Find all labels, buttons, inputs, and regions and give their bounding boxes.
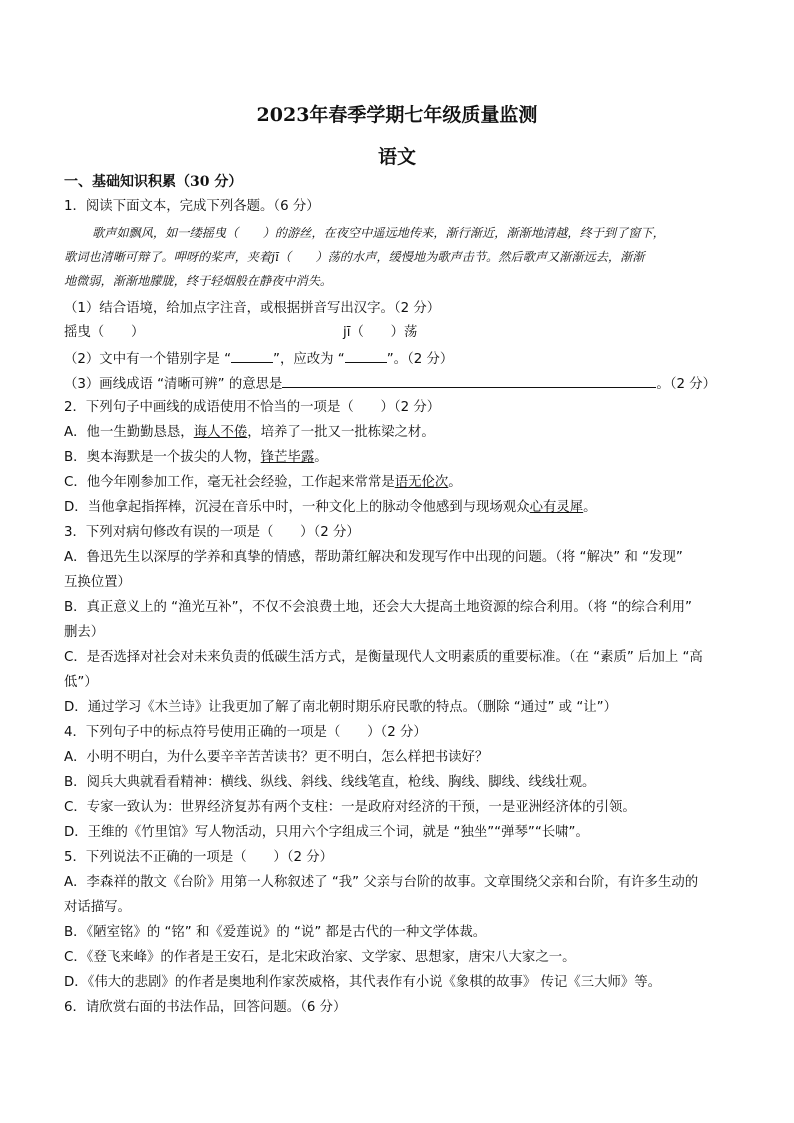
q1-sub1: （1）结合语境，给加点字注音，或根据拼音写出汉字。（2 分） [64,301,441,316]
q5-option-a-line2: 对话描写。 [64,900,131,915]
q4-option-a: A．小明不明白，为什么要辛辛苦苦读书？更不明白，怎么样把书读好？ [64,750,489,765]
q1-sub3-part-b: 。（2 分） [656,377,717,392]
q2-option-c [64,475,462,491]
q2-c-idiom: 语无伦次 [394,475,449,490]
q3-option-c-line2: 低”） [64,675,98,690]
q1-passage-line1: 歌声如飘风，如一缕摇曳（ ）的游丝，在夜空中遥远地传来，渐行渐近，渐渐地清越，终于到了窗下， [92,226,665,240]
q5-option-c: C．《登飞来峰》的作者是王安石，是北宋政治家、文学家、思想家，唐宋八大家之一。 [64,950,576,965]
q1-sub3-part-a: （3）画线成语 “清晰可辨” 的意思是 [64,377,283,392]
q1-stem: 1．阅读下面文本，完成下列各题。（6 分） [64,199,320,214]
subject-title: 语文 [377,146,416,168]
q1-sub1-a: 摇曳（ ） [64,325,145,340]
q1-sub2-part-c: ”。（2 分） [386,352,454,367]
q1-sub2-blank-1[interactable] [231,350,273,363]
q3-option-a-line2: 互换位置） [64,575,131,590]
q4-option-c: C．专家一致认为：世界经济复苏有两个支柱：一是政府对经济的干预，一是亚洲经济体的引领。 [64,800,636,815]
q2-b-idiom: 锋芒毕露 [260,450,315,465]
q1-passage-line3: 地微弱，渐渐地朦胧，终于轻烟般在静夜中消失。 [64,274,333,288]
q3-option-b-line1: B．真正意义上的 “渔光互补”，不仅不会浪费土地，还会大大提高土地资源的综合利用。（将 “的综合利用” [64,600,692,615]
q2-stem: 2．下列句子中画线的成语使用不恰当的一项是（ ）（2 分） [64,400,441,415]
q5-stem: 5．下列说法不正确的一项是（ ）（2 分） [64,850,334,865]
q4-option-b: B．阅兵大典就看看精神：横线、纵线、斜线、线线笔直，枪线、胸线、脚线、线线壮观。 [64,775,596,790]
q3-option-d: D．通过学习《木兰诗》让我更加了解了南北朝时期乐府民歌的特点。（删除 “通过” 或 “让”） [64,700,617,715]
q1-sub2-blank-2[interactable] [345,350,387,363]
exam-title: 2023年春季学期七年级质量监测 [256,104,538,126]
q2-option-b [64,450,328,466]
q1-sub2-part-b: ”，应改为 “ [273,352,345,367]
q5-option-b: B．《陋室铭》的 “铭” 和《爱莲说》的 “说” 都是古代的一种文学体裁。 [64,925,487,940]
q2-a-idiom: 诲人不倦 [193,425,248,440]
q6-stem: 6．请欣赏右面的书法作品，回答问题。（6 分） [64,1000,347,1015]
q4-option-d: D．王维的《竹里馆》写人物活动，只用六个字组成三个词，就是 “独坐”“弹琴”“长啸”。 [64,825,589,840]
q3-option-a-line1: A．鲁迅先生以深厚的学养和真挚的情感，帮助萧红解决和发现写作中出现的问题。（将 “解决” 和 “发现” [64,550,683,565]
q2-b-text: B．奥本海默是一个拔尖的人物， [64,450,261,465]
q2-option-a [64,425,435,441]
q1-sub3 [64,375,716,393]
q2-d-idiom: 心有灵犀 [529,500,584,515]
q1-sub3-blank[interactable] [282,375,656,388]
section-heading: 一、基础知识积累（30 分） [64,174,243,190]
q2-a-tail: ，培养了一批又一批栋梁之材。 [247,425,435,440]
q3-option-c-line1: C．是否选择对社会对未来负责的低碳生活方式，是衡量现代人文明素质的重要标准。（在 “素质” 后加上 “高 [64,650,703,665]
q2-c-text: C．他今年刚参加工作，毫无社会经验，工作起来常常是 [64,475,395,490]
q3-stem: 3．下列对病句修改有误的一项是（ ）（2 分） [64,525,360,540]
q4-stem: 4．下列句子中的标点符号使用正确的一项是（ ）（2 分） [64,725,427,740]
q1-sub2 [64,350,453,368]
q3-option-b-line2: 删去） [64,625,105,640]
q1-passage-line2: 歌词也清晰可辩了。呷呀的桨声，夹着jī（ ）荡的水声，缓慢地为歌声击节。然后歌声又渐渐远去，渐渐 [64,250,645,264]
q5-option-d: D．《伟大的悲剧》的作者是奥地利作家茨威格，其代表作有小说《象棋的故事》 传记《三大师》等。 [64,975,662,990]
q2-option-d [64,500,597,516]
q2-b-tail: 。 [314,450,328,465]
q5-option-a-line1: A．李森祥的散文《台阶》用第一人称叙述了 “我” 父亲与台阶的故事。文章围绕父亲和台阶，有许多生动的 [64,875,699,890]
q2-d-tail: 。 [583,500,597,515]
q1-sub1-b: jī（ ）荡 [343,325,418,340]
q2-c-tail: 。 [448,475,462,490]
q2-d-text: D．当他拿起指挥棒，沉浸在音乐中时，一种文化上的脉动令他感到与现场观众 [64,500,530,515]
q1-sub2-part-a: （2）文中有一个错别字是 “ [64,352,232,367]
q2-a-text: A．他一生勤勤恳恳， [64,425,194,440]
